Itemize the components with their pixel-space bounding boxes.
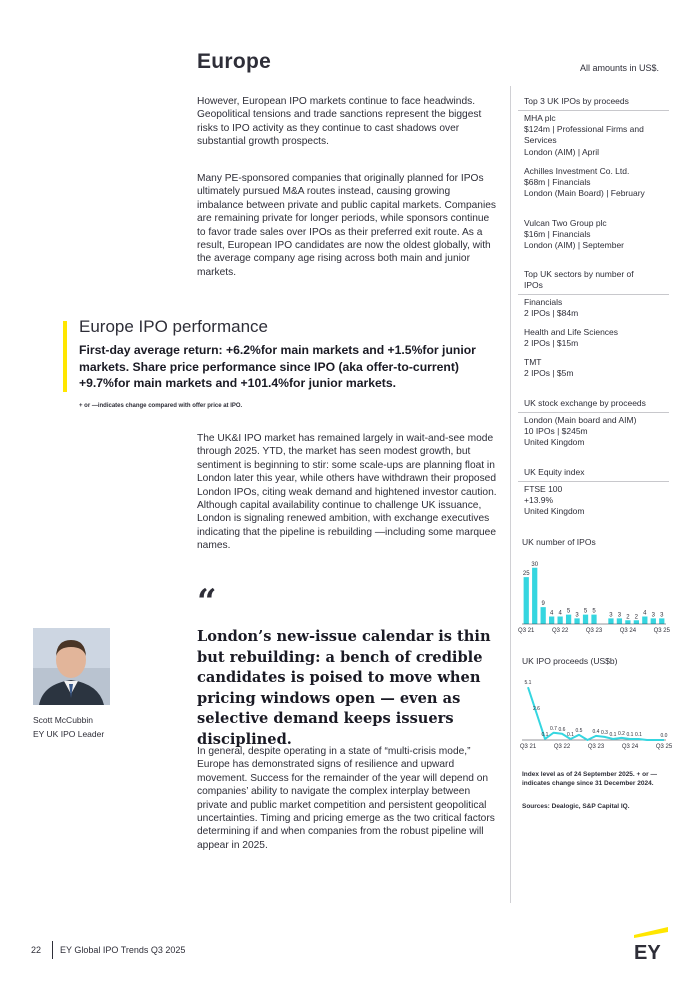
quote-mark-icon: “ bbox=[197, 582, 217, 622]
index-change: +13.9% bbox=[524, 495, 554, 506]
bar-value-label: 25 bbox=[522, 571, 530, 578]
chart-ipo-count bbox=[518, 558, 670, 638]
bar-value-label: 5 bbox=[583, 608, 588, 615]
bar bbox=[659, 618, 664, 624]
point-value-label: 0.0 bbox=[660, 733, 668, 739]
x-tick-label: Q3 25 bbox=[655, 744, 673, 750]
footer-divider bbox=[52, 941, 53, 959]
performance-text: First-day average return: +6.2%for main markets and +1.5%for junior markets. Share price performance since IPO (aka offer-to-current) +9.7%for main markets and +101.4%for junior markets. bbox=[79, 343, 476, 390]
point-value-label: 0.7 bbox=[550, 725, 557, 732]
ipo-exchange: London (Main Board) | February bbox=[524, 188, 645, 199]
bar-value-label: 2 bbox=[634, 614, 639, 621]
bar bbox=[532, 568, 537, 624]
divider bbox=[518, 110, 669, 111]
exchange-name: London (Main board and AIM) bbox=[524, 415, 637, 425]
bar bbox=[583, 615, 588, 624]
ipo-exchange: London (AIM) | September bbox=[524, 240, 625, 251]
point-value-label: 0.1 bbox=[541, 731, 549, 738]
exchange-item bbox=[524, 415, 669, 449]
top3-item-2 bbox=[524, 166, 669, 200]
ipo-detail: $124m | Professional Firms and Services bbox=[524, 124, 644, 146]
sector-detail: 2 IPOs | $15m bbox=[524, 338, 579, 349]
x-tick-label: Q3 23 bbox=[585, 628, 603, 634]
x-tick-label: Q3 24 bbox=[619, 628, 637, 634]
sector-name: Financials bbox=[524, 297, 563, 307]
bar bbox=[591, 615, 596, 624]
top3-item-3 bbox=[524, 218, 669, 252]
index-name: FTSE 100 bbox=[524, 484, 563, 494]
point-value-label: 0.1 bbox=[609, 731, 617, 738]
bar-value-label: 3 bbox=[660, 612, 664, 619]
divider bbox=[518, 294, 669, 295]
sidebar-divider bbox=[510, 86, 511, 903]
paragraph-pe-sponsored: Many PE-sponsored companies that originally planned for IPOs ultimately pursued M&A routes instead, causing growing imbalance between private and public capital markets. Companies are remaining private for longer periods, while sponsors continue to favor trade sales over IPOs as their preferred exit route. As a result, European IPO candidates are now the oldest globally, with the average company age rising across both main and junior markets. bbox=[197, 173, 496, 278]
bar-value-label: 4 bbox=[643, 610, 647, 617]
bar bbox=[608, 618, 613, 624]
x-tick-label: Q3 25 bbox=[653, 628, 670, 634]
sector-name: TMT bbox=[524, 357, 542, 367]
x-tick-label: Q3 23 bbox=[587, 744, 605, 750]
bar bbox=[642, 617, 647, 625]
logo-accent-beam bbox=[634, 927, 668, 938]
paragraph-uk-market: The UK&I IPO market has remained largely in wait-and-see mode through 2025. YTD, the market has seen modest growth, but sentiment is beginning to stir: some scale-ups are planning float in London later this year, while others have withdrawn their proposed London IPOs, citing weak demand and hightened investor caution. Although capital availability continue to challenge UK issuance, London is signaling renewed ambition, with exchange executives indicating that the pipeline is rebuilding —including some marquee names. bbox=[197, 433, 497, 552]
exchange-title: UK stock exchange by proceeds bbox=[524, 398, 646, 408]
index-item bbox=[524, 484, 669, 518]
sector-item-1 bbox=[524, 297, 669, 319]
bar-value-label: 5 bbox=[566, 608, 571, 615]
bar bbox=[524, 577, 529, 624]
bar-value-label: 5 bbox=[592, 608, 596, 615]
performance-note: + or —indicates change compared with offer price at IPO. bbox=[79, 403, 243, 409]
point-value-label: 0.2 bbox=[618, 730, 625, 737]
index-country: United Kingdom bbox=[524, 506, 585, 517]
point-value-label: 0.1 bbox=[626, 731, 634, 738]
point-value-label: 0.1 bbox=[567, 731, 574, 738]
bar-value-label: 3 bbox=[609, 612, 613, 619]
performance-title: Europe IPO performance bbox=[79, 317, 268, 336]
ipo-detail: $16m | Financials bbox=[524, 229, 591, 240]
point-value-label: 0.1 bbox=[635, 731, 642, 738]
ipo-detail: $68m | Financials bbox=[524, 177, 591, 188]
page-title: Europe bbox=[197, 50, 272, 73]
bar bbox=[566, 615, 571, 624]
divider bbox=[518, 412, 669, 413]
bar bbox=[634, 620, 639, 624]
footer-title: EY Global IPO Trends Q3 2025 bbox=[60, 945, 186, 955]
bar-value-label: 3 bbox=[651, 612, 655, 619]
index-title: UK Equity index bbox=[524, 467, 585, 477]
paragraph-resilience: In general, despite operating in a state of “multi-crisis mode,” Europe has demonstrated signs of resilience and upward movement. Success for the remainder of the year will depend on companies’ ability to navigate the complex interplay between private and public market competition and persistent geopolitical uncertainties. Timing and pricing emerge as the two critical factors determining if and when companies from the robust pipeline will appear in 2025. bbox=[197, 746, 495, 851]
bar-value-label: 3 bbox=[617, 612, 622, 619]
bar-value-label: 2 bbox=[626, 614, 630, 621]
x-tick-label: Q3 22 bbox=[553, 744, 571, 750]
divider bbox=[518, 481, 669, 482]
point-value-label: 0.3 bbox=[601, 729, 608, 736]
paragraph-headwinds: However, European IPO markets continue to face headwinds. Geopolitical tensions and trade sanctions represent the biggest risks to IPO activity as they continue to cast shadows over substantial growth prospects. bbox=[197, 96, 482, 148]
performance-accent-bar bbox=[63, 321, 67, 392]
person-role: EY UK IPO Leader bbox=[33, 729, 105, 739]
point-value-label: 0.6 bbox=[558, 726, 566, 733]
bar bbox=[574, 618, 579, 624]
x-tick-label: Q3 22 bbox=[551, 628, 569, 634]
sector-item-2 bbox=[524, 327, 669, 349]
point-value-label: 0.4 bbox=[592, 728, 600, 735]
x-tick-label: Q3 24 bbox=[621, 744, 639, 750]
x-tick-label: Q3 21 bbox=[519, 744, 537, 750]
bar-value-label: 9 bbox=[541, 601, 545, 608]
sector-detail: 2 IPOs | $5m bbox=[524, 368, 574, 379]
bar bbox=[541, 607, 546, 624]
sector-name: Health and Life Sciences bbox=[524, 327, 619, 337]
amounts-note: All amounts in US$. bbox=[580, 63, 660, 73]
bar bbox=[625, 620, 630, 624]
exchange-country: United Kingdom bbox=[524, 437, 585, 448]
person-caption bbox=[33, 713, 104, 741]
bar bbox=[617, 618, 622, 624]
ipo-name: MHA plc bbox=[524, 113, 556, 123]
sectors-title: Top UK sectors by number of IPOs bbox=[524, 269, 634, 291]
ipo-name: Vulcan Two Group plc bbox=[524, 218, 607, 228]
x-tick-label: Q3 21 bbox=[518, 628, 535, 634]
exchange-detail: 10 IPOs | $245m bbox=[524, 426, 588, 437]
chart-ipo-proceeds-title: UK IPO proceeds (US$b) bbox=[522, 656, 618, 666]
avatar bbox=[33, 628, 110, 705]
point-value-label: 5.1 bbox=[524, 680, 532, 687]
top3-item-1 bbox=[524, 113, 669, 158]
person-name: Scott McCubbin bbox=[33, 715, 93, 725]
page-number: 22 bbox=[31, 945, 42, 955]
bar-value-label: 4 bbox=[558, 610, 562, 617]
top3-title: Top 3 UK IPOs by proceeds bbox=[524, 96, 629, 106]
point-value-label: 2.6 bbox=[533, 706, 540, 713]
index-note: Index level as of 24 September 2025. + or — indicates change since 31 December 2024. bbox=[522, 771, 657, 787]
bar bbox=[549, 617, 554, 625]
bar-value-label: 4 bbox=[549, 610, 554, 617]
ey-logo bbox=[632, 926, 670, 964]
ipo-name: Achilles Investment Co. Ltd. bbox=[524, 166, 630, 176]
bar-value-label: 3 bbox=[575, 612, 579, 619]
ipo-exchange: London (AIM) | April bbox=[524, 146, 599, 157]
pull-quote: London’s new-issue calendar is thin but rebuilding: a bench of credible candidates is poised to move when pricing windows open — even as selective demand keeps issuers disciplined. bbox=[197, 628, 491, 748]
chart-ipo-proceeds bbox=[518, 674, 673, 754]
bar bbox=[651, 618, 656, 624]
point-value-label: 0.5 bbox=[575, 727, 583, 734]
bar bbox=[557, 617, 562, 625]
sources-note: Sources: Dealogic, S&P Capital IQ. bbox=[522, 803, 630, 810]
logo-text: EY bbox=[634, 942, 661, 964]
sector-item-3 bbox=[524, 357, 669, 379]
chart-ipo-count-title: UK number of IPOs bbox=[522, 537, 596, 547]
sector-detail: 2 IPOs | $84m bbox=[524, 308, 579, 319]
bar-value-label: 30 bbox=[531, 561, 539, 568]
